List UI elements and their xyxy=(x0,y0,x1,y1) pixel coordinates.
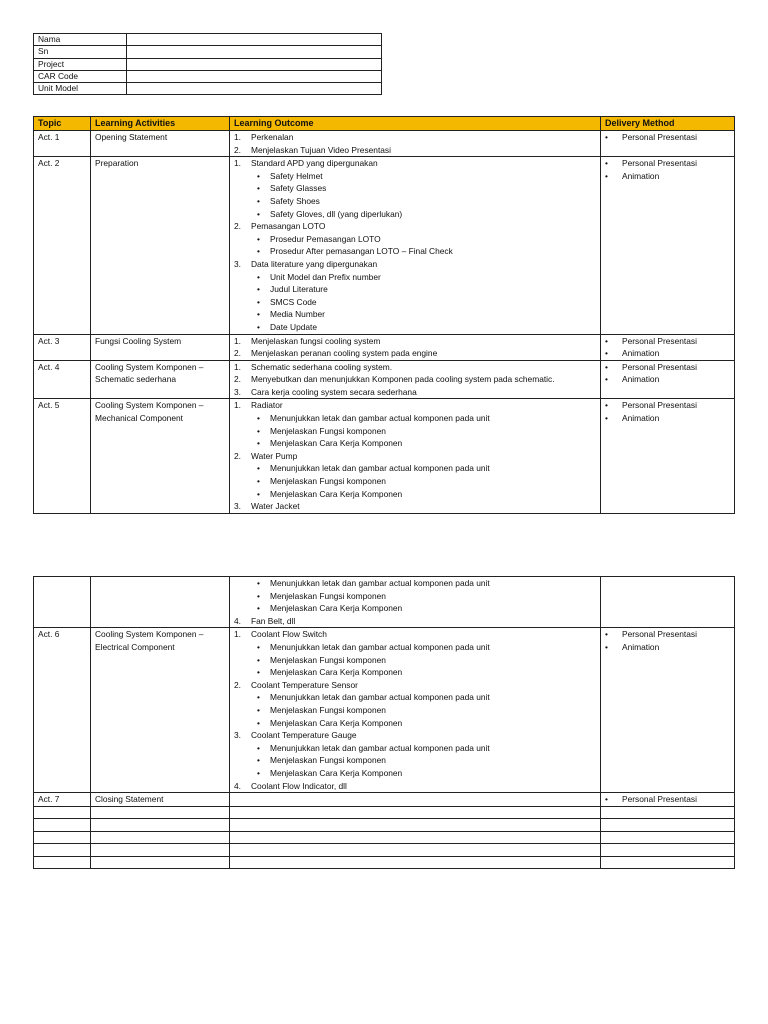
learning-plan-table-page-2 xyxy=(33,576,735,869)
empty-row xyxy=(34,806,735,819)
table-header-row xyxy=(34,117,735,131)
outcome-text: Menunjukkan letak dan gambar actual komponen pada unit xyxy=(270,742,490,753)
outcome-text: Coolant Temperature Sensor xyxy=(251,679,358,690)
activity-line: Electrical Component xyxy=(95,641,175,652)
outcome-text: Menunjukkan letak dan gambar actual komponen pada unit xyxy=(270,692,490,703)
outcome-subitem xyxy=(234,412,596,425)
item-number: 1. xyxy=(234,335,241,346)
outcome-subitem xyxy=(234,462,596,475)
outcome-text: Data literature yang dipergunakan xyxy=(251,258,378,269)
outcome-item xyxy=(234,500,596,513)
bullet-icon: • xyxy=(257,246,260,257)
item-number: 4. xyxy=(234,780,241,791)
topic-cell: Act. 2 xyxy=(34,157,91,334)
empty-row xyxy=(34,831,735,844)
outcome-text: Radiator xyxy=(251,400,283,411)
outcome-subitem xyxy=(234,170,596,183)
info-label: CAR Code xyxy=(34,70,127,82)
item-number: 3. xyxy=(234,501,241,512)
header-learning-activities: Learning Activities xyxy=(91,117,230,131)
delivery-item xyxy=(605,373,730,386)
bullet-icon: • xyxy=(605,794,608,805)
empty-cell xyxy=(91,806,230,819)
item-number: 1. xyxy=(234,361,241,372)
outcome-text: Menunjukkan letak dan gambar actual komponen pada unit xyxy=(270,641,490,652)
outcome-subitem xyxy=(234,717,596,730)
activity-line: Fungsi Cooling System xyxy=(95,335,182,346)
activity-line: Opening Statement xyxy=(95,132,168,142)
empty-cell xyxy=(91,831,230,844)
topic-cell: Act. 5 xyxy=(34,399,91,513)
outcome-text: Safety Helmet xyxy=(270,170,323,181)
info-label: Sn xyxy=(34,46,127,58)
outcome-text: Menjelaskan Cara Kerja Komponen xyxy=(270,717,403,728)
bullet-icon: • xyxy=(605,400,608,411)
bullet-icon: • xyxy=(605,361,608,372)
bullet-icon: • xyxy=(605,641,608,652)
bullet-icon: • xyxy=(605,413,608,424)
empty-cell xyxy=(601,844,735,857)
delivery-item xyxy=(605,335,730,348)
outcome-text: Menjelaskan Fungsi komponen xyxy=(270,755,386,766)
outcome-subitem xyxy=(234,602,596,615)
outcome-item xyxy=(234,386,596,399)
outcome-cell xyxy=(230,399,601,513)
activity-row xyxy=(34,577,735,628)
outcome-text: Perkenalan xyxy=(251,132,294,142)
info-value xyxy=(127,34,382,46)
delivery-cell xyxy=(601,334,735,360)
activity-cell xyxy=(91,628,230,793)
item-number: 1. xyxy=(234,629,241,640)
outcome-item xyxy=(234,679,596,692)
bullet-icon: • xyxy=(257,413,260,424)
outcome-text: Unit Model dan Prefix number xyxy=(270,271,381,282)
empty-row xyxy=(34,819,735,832)
outcome-cell xyxy=(230,628,601,793)
outcome-text: Menjelaskan Fungsi komponen xyxy=(270,590,386,601)
activity-cell xyxy=(91,334,230,360)
outcome-cell xyxy=(230,577,601,628)
bullet-icon: • xyxy=(257,692,260,703)
delivery-text: Personal Presentasi xyxy=(622,335,697,346)
delivery-cell xyxy=(601,157,735,334)
delivery-text: Animation xyxy=(622,170,660,181)
outcome-subitem xyxy=(234,767,596,780)
outcome-text: Menjelaskan Cara Kerja Komponen xyxy=(270,488,403,499)
outcome-subitem xyxy=(234,233,596,246)
outcome-text: Prosedur After pemasangan LOTO – Final Check xyxy=(270,246,453,257)
item-number: 1. xyxy=(234,400,241,411)
activity-line: Mechanical Component xyxy=(95,413,183,424)
outcome-text: Media Number xyxy=(270,309,325,320)
bullet-icon: • xyxy=(605,335,608,346)
outcome-text: Judul Literature xyxy=(270,284,328,295)
delivery-item xyxy=(605,641,730,654)
empty-cell xyxy=(230,831,601,844)
empty-cell xyxy=(230,844,601,857)
outcome-text: Menjelaskan Cara Kerja Komponen xyxy=(270,603,403,614)
outcome-text: Menyebutkan dan menunjukkan Komponen pada cooling system pada schematic. xyxy=(251,374,555,385)
outcome-subitem xyxy=(234,308,596,321)
bullet-icon: • xyxy=(605,629,608,640)
activity-cell xyxy=(91,131,230,157)
bullet-icon: • xyxy=(257,742,260,753)
outcome-subitem xyxy=(234,742,596,755)
info-value xyxy=(127,70,382,82)
bullet-icon: • xyxy=(257,578,260,588)
delivery-text: Personal Presentasi xyxy=(622,158,697,169)
activity-row xyxy=(34,360,735,399)
activity-row xyxy=(34,793,735,807)
bullet-icon: • xyxy=(257,425,260,436)
bullet-icon: • xyxy=(605,158,608,169)
outcome-text: Menjelaskan Fungsi komponen xyxy=(270,704,386,715)
outcome-item xyxy=(234,373,596,386)
outcome-text: Coolant Temperature Gauge xyxy=(251,730,357,741)
header-topic: Topic xyxy=(34,117,91,131)
outcome-text: Pemasangan LOTO xyxy=(251,221,326,232)
outcome-text: Safety Glasses xyxy=(270,183,327,194)
bullet-icon: • xyxy=(257,603,260,614)
bullet-icon: • xyxy=(257,717,260,728)
bullet-icon: • xyxy=(257,767,260,778)
delivery-cell xyxy=(601,793,735,807)
empty-cell xyxy=(601,806,735,819)
outcome-text: Safety Gloves, dll (yang diperlukan) xyxy=(270,208,403,219)
outcome-cell xyxy=(230,793,601,807)
delivery-cell xyxy=(601,131,735,157)
outcome-text: Menjelaskan Cara Kerja Komponen xyxy=(270,438,403,449)
outcome-text: SMCS Code xyxy=(270,296,317,307)
outcome-item xyxy=(234,729,596,742)
outcome-text: Coolant Flow Indicator, dll xyxy=(251,780,347,791)
outcome-text: Date Update xyxy=(270,321,318,332)
delivery-item xyxy=(605,628,730,641)
topic-cell: Act. 6 xyxy=(34,628,91,793)
outcome-text: Menjelaskan Fungsi komponen xyxy=(270,654,386,665)
delivery-text: Animation xyxy=(622,348,660,359)
activity-cell xyxy=(91,399,230,513)
empty-cell xyxy=(34,856,91,869)
participant-info-table xyxy=(33,33,382,95)
item-number: 1. xyxy=(234,158,241,169)
bullet-icon: • xyxy=(257,488,260,499)
outcome-subitem xyxy=(234,641,596,654)
bullet-icon: • xyxy=(257,309,260,320)
outcome-text: Prosedur Pemasangan LOTO xyxy=(270,233,381,244)
outcome-subitem xyxy=(234,437,596,450)
bullet-icon: • xyxy=(257,183,260,194)
outcome-text: Safety Shoes xyxy=(270,195,320,206)
empty-cell xyxy=(34,819,91,832)
outcome-text: Standard APD yang dipergunakan xyxy=(251,158,378,169)
outcome-item xyxy=(234,628,596,641)
info-row xyxy=(34,70,382,82)
empty-cell xyxy=(91,819,230,832)
item-number: 3. xyxy=(234,386,241,397)
activity-line: Cooling System Komponen – xyxy=(95,629,204,640)
learning-plan-table-page-1 xyxy=(33,116,735,514)
bullet-icon: • xyxy=(257,641,260,652)
outcome-cell xyxy=(230,157,601,334)
bullet-icon: • xyxy=(605,348,608,359)
activity-line: Cooling System Komponen – xyxy=(95,400,204,411)
outcome-text: Coolant Flow Switch xyxy=(251,629,327,640)
delivery-item xyxy=(605,412,730,425)
empty-cell xyxy=(91,856,230,869)
info-value xyxy=(127,46,382,58)
outcome-item xyxy=(234,780,596,793)
item-number: 4. xyxy=(234,615,241,626)
bullet-icon: • xyxy=(257,476,260,487)
outcome-item xyxy=(234,361,596,374)
outcome-item xyxy=(234,131,596,144)
outcome-subitem xyxy=(234,321,596,334)
outcome-subitem xyxy=(234,296,596,309)
topic-cell: Act. 4 xyxy=(34,360,91,399)
delivery-text: Animation xyxy=(622,413,660,424)
activity-line: Preparation xyxy=(95,158,139,169)
outcome-text: Menunjukkan letak dan gambar actual komponen pada unit xyxy=(270,463,490,474)
outcome-item xyxy=(234,258,596,271)
outcome-item xyxy=(234,347,596,360)
topic-cell: Act. 3 xyxy=(34,334,91,360)
item-number: 2. xyxy=(234,450,241,461)
empty-cell xyxy=(601,819,735,832)
outcome-text: Menjelaskan fungsi cooling system xyxy=(251,335,381,346)
outcome-subitem xyxy=(234,425,596,438)
outcome-subitem xyxy=(234,691,596,704)
bullet-icon: • xyxy=(605,374,608,385)
delivery-item xyxy=(605,170,730,183)
item-number: 3. xyxy=(234,258,241,269)
outcome-subitem xyxy=(234,208,596,221)
outcome-item xyxy=(234,220,596,233)
info-label: Nama xyxy=(34,34,127,46)
outcome-item xyxy=(234,157,596,170)
delivery-cell xyxy=(601,399,735,513)
item-number: 3. xyxy=(234,730,241,741)
delivery-cell xyxy=(601,628,735,793)
bullet-icon: • xyxy=(257,438,260,449)
activity-line: Closing Statement xyxy=(95,794,164,805)
outcome-text: Menjelaskan Cara Kerja Komponen xyxy=(270,767,403,778)
delivery-item xyxy=(605,157,730,170)
outcome-subitem xyxy=(234,577,596,590)
outcome-item xyxy=(234,144,596,157)
bullet-icon: • xyxy=(257,667,260,678)
bullet-icon: • xyxy=(605,170,608,181)
activity-cell xyxy=(91,157,230,334)
outcome-text: Menjelaskan peranan cooling system pada engine xyxy=(251,348,438,359)
outcome-text: Menunjukkan letak dan gambar actual komponen pada unit xyxy=(270,413,490,424)
bullet-icon: • xyxy=(257,654,260,665)
delivery-text: Personal Presentasi xyxy=(622,132,697,142)
item-number: 1. xyxy=(234,132,241,142)
bullet-icon: • xyxy=(257,296,260,307)
delivery-text: Personal Presentasi xyxy=(622,400,697,411)
outcome-text: Menjelaskan Fungsi komponen xyxy=(270,425,386,436)
outcome-text: Schematic sederhana cooling system. xyxy=(251,361,393,372)
info-label: Unit Model xyxy=(34,83,127,95)
outcome-subitem xyxy=(234,666,596,679)
delivery-text: Animation xyxy=(622,641,660,652)
outcome-subitem xyxy=(234,182,596,195)
empty-cell xyxy=(601,856,735,869)
outcome-subitem xyxy=(234,488,596,501)
item-number: 2. xyxy=(234,348,241,359)
delivery-cell xyxy=(601,360,735,399)
info-row xyxy=(34,58,382,70)
empty-cell xyxy=(34,844,91,857)
outcome-text: Water Jacket xyxy=(251,501,300,512)
empty-cell xyxy=(230,819,601,832)
activity-row xyxy=(34,399,735,513)
info-value xyxy=(127,83,382,95)
bullet-icon: • xyxy=(257,590,260,601)
bullet-icon: • xyxy=(257,284,260,295)
activity-line: Cooling System Komponen – xyxy=(95,361,204,372)
bullet-icon: • xyxy=(257,233,260,244)
learning-plan-body-2 xyxy=(34,577,735,869)
outcome-subitem xyxy=(234,754,596,767)
activity-row xyxy=(34,157,735,334)
bullet-icon: • xyxy=(257,195,260,206)
empty-row xyxy=(34,856,735,869)
delivery-item xyxy=(605,347,730,360)
outcome-subitem xyxy=(234,271,596,284)
bullet-icon: • xyxy=(605,132,608,142)
outcome-subitem xyxy=(234,704,596,717)
activity-row xyxy=(34,131,735,157)
outcome-text: Cara kerja cooling system secara sederhana xyxy=(251,386,417,397)
outcome-item xyxy=(234,399,596,412)
header-delivery-method: Delivery Method xyxy=(601,117,735,131)
outcome-text: Menunjukkan letak dan gambar actual komponen pada unit xyxy=(270,578,490,588)
activity-cell xyxy=(91,577,230,628)
outcome-item xyxy=(234,450,596,463)
bullet-icon: • xyxy=(257,208,260,219)
info-value xyxy=(127,58,382,70)
outcome-subitem xyxy=(234,654,596,667)
activity-row xyxy=(34,628,735,793)
activity-cell xyxy=(91,360,230,399)
delivery-text: Animation xyxy=(622,374,660,385)
delivery-text: Personal Presentasi xyxy=(622,361,697,372)
activity-line: Schematic sederhana xyxy=(95,374,177,385)
delivery-item xyxy=(605,361,730,374)
outcome-text: Water Pump xyxy=(251,450,298,461)
outcome-subitem xyxy=(234,475,596,488)
topic-cell: Act. 7 xyxy=(34,793,91,807)
activity-cell xyxy=(91,793,230,807)
bullet-icon: • xyxy=(257,755,260,766)
outcome-subitem xyxy=(234,283,596,296)
bullet-icon: • xyxy=(257,321,260,332)
outcome-text: Menjelaskan Tujuan Video Presentasi xyxy=(251,144,391,155)
empty-cell xyxy=(34,831,91,844)
empty-cell xyxy=(230,856,601,869)
info-row xyxy=(34,46,382,58)
activity-row xyxy=(34,334,735,360)
bullet-icon: • xyxy=(257,170,260,181)
delivery-item xyxy=(605,793,730,806)
item-number: 2. xyxy=(234,374,241,385)
empty-cell xyxy=(230,806,601,819)
bullet-icon: • xyxy=(257,271,260,282)
header-learning-outcome: Learning Outcome xyxy=(230,117,601,131)
delivery-text: Personal Presentasi xyxy=(622,794,697,805)
outcome-item xyxy=(234,335,596,348)
delivery-text: Personal Presentasi xyxy=(622,629,697,640)
empty-cell xyxy=(91,844,230,857)
outcome-cell xyxy=(230,131,601,157)
info-row xyxy=(34,34,382,46)
info-label: Project xyxy=(34,58,127,70)
participant-info-body xyxy=(34,34,382,95)
info-row xyxy=(34,83,382,95)
outcome-subitem xyxy=(234,590,596,603)
outcome-text: Fan Belt, dll xyxy=(251,615,296,626)
item-number: 2. xyxy=(234,221,241,232)
empty-cell xyxy=(601,831,735,844)
item-number: 2. xyxy=(234,144,241,155)
topic-cell: Act. 1 xyxy=(34,131,91,157)
item-number: 2. xyxy=(234,679,241,690)
outcome-subitem xyxy=(234,195,596,208)
bullet-icon: • xyxy=(257,463,260,474)
delivery-item xyxy=(605,399,730,412)
topic-cell xyxy=(34,577,91,628)
delivery-cell xyxy=(601,577,735,628)
learning-plan-body-1 xyxy=(34,131,735,514)
outcome-text: Menjelaskan Fungsi komponen xyxy=(270,476,386,487)
delivery-item xyxy=(605,131,730,144)
outcome-cell xyxy=(230,334,601,360)
outcome-cell xyxy=(230,360,601,399)
empty-cell xyxy=(34,806,91,819)
empty-row xyxy=(34,844,735,857)
outcome-item xyxy=(234,615,596,628)
outcome-text: Menjelaskan Cara Kerja Komponen xyxy=(270,667,403,678)
bullet-icon: • xyxy=(257,704,260,715)
outcome-subitem xyxy=(234,245,596,258)
